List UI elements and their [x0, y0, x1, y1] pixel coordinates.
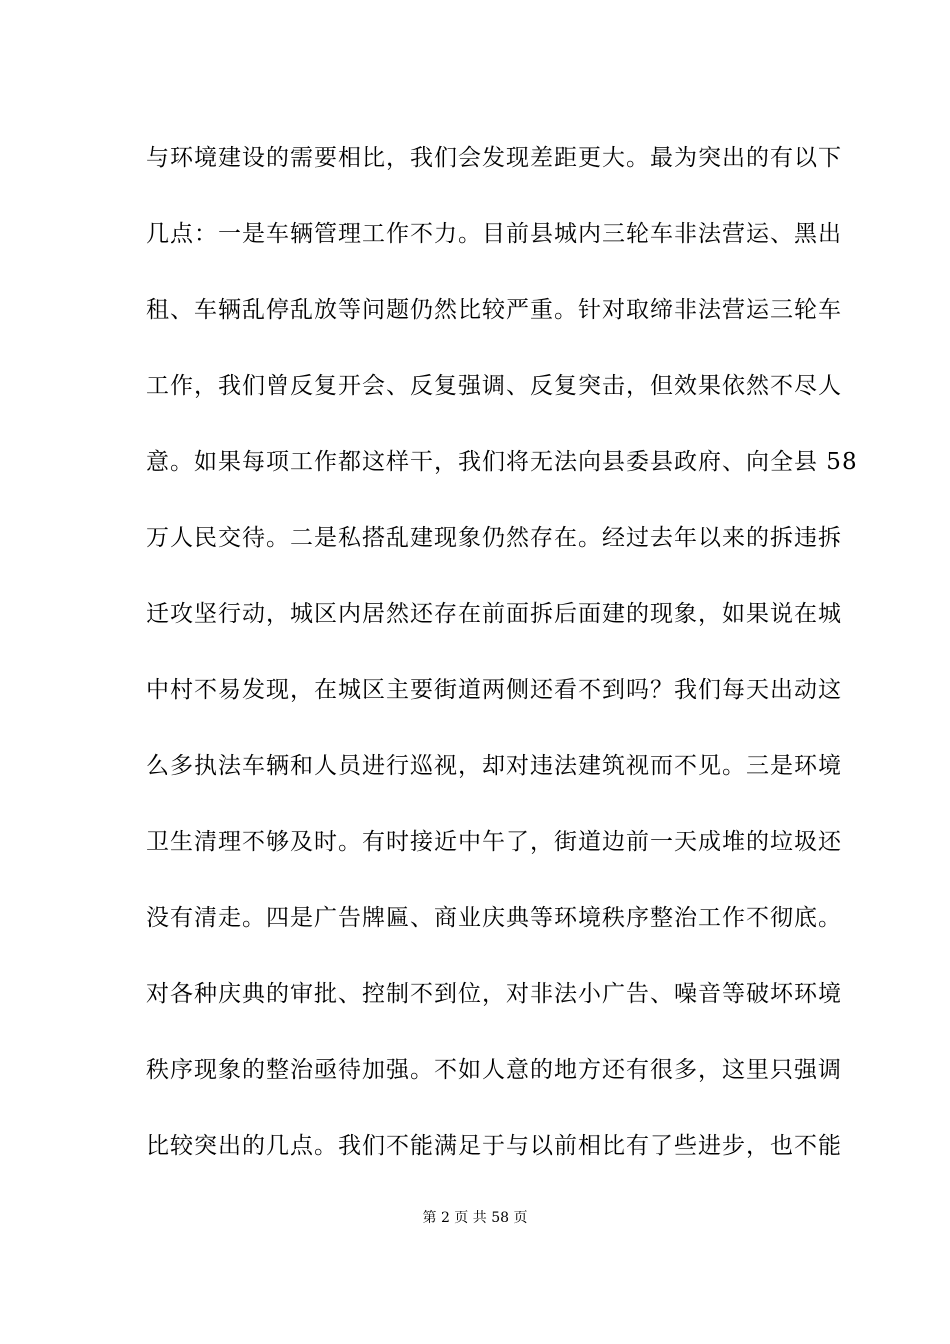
text-line: 租、车辆乱停乱放等问题仍然比较严重。针对取缔非法营运三轮车: [146, 297, 842, 323]
text-line: 万人民交待。二是私搭乱建现象仍然存在。经过去年以来的拆违拆: [146, 525, 842, 551]
text-line: 与环境建设的需要相比，我们会发现差距更大。最为突出的有以下: [146, 145, 842, 171]
text-line: 对各种庆典的审批、控制不到位，对非法小广告、噪音等破坏环境: [146, 981, 842, 1007]
page-footer: 第 2 页 共 58 页: [422, 1210, 528, 1226]
text-line: 中村不易发现，在城区主要街道两侧还看不到吗？我们每天出动这: [146, 677, 842, 703]
text-line: 迁攻坚行动，城区内居然还存在前面拆后面建的现象，如果说在城: [146, 601, 842, 627]
text-line: 卫生清理不够及时。有时接近中午了，街道边前一天成堆的垃圾还: [146, 829, 842, 855]
text-line: 么多执法车辆和人员进行巡视，却对违法建筑视而不见。三是环境: [146, 753, 842, 779]
text-line: 工作，我们曾反复开会、反复强调、反复突击，但效果依然不尽人: [146, 373, 842, 399]
text-line: 意。如果每项工作都这样干，我们将无法向县委县政府、向全县 58: [146, 449, 858, 475]
text-line: 比较突出的几点。我们不能满足于与以前相比有了些进步，也不能: [146, 1133, 842, 1159]
body-text: [146, 136, 858, 1200]
text-line: 秩序现象的整治亟待加强。不如人意的地方还有很多，这里只强调: [146, 1057, 842, 1083]
text-line: 没有清走。四是广告牌匾、商业庆典等环境秩序整治工作不彻底。: [146, 905, 842, 931]
text-line: 几点：一是车辆管理工作不力。目前县城内三轮车非法营运、黑出: [146, 221, 842, 247]
